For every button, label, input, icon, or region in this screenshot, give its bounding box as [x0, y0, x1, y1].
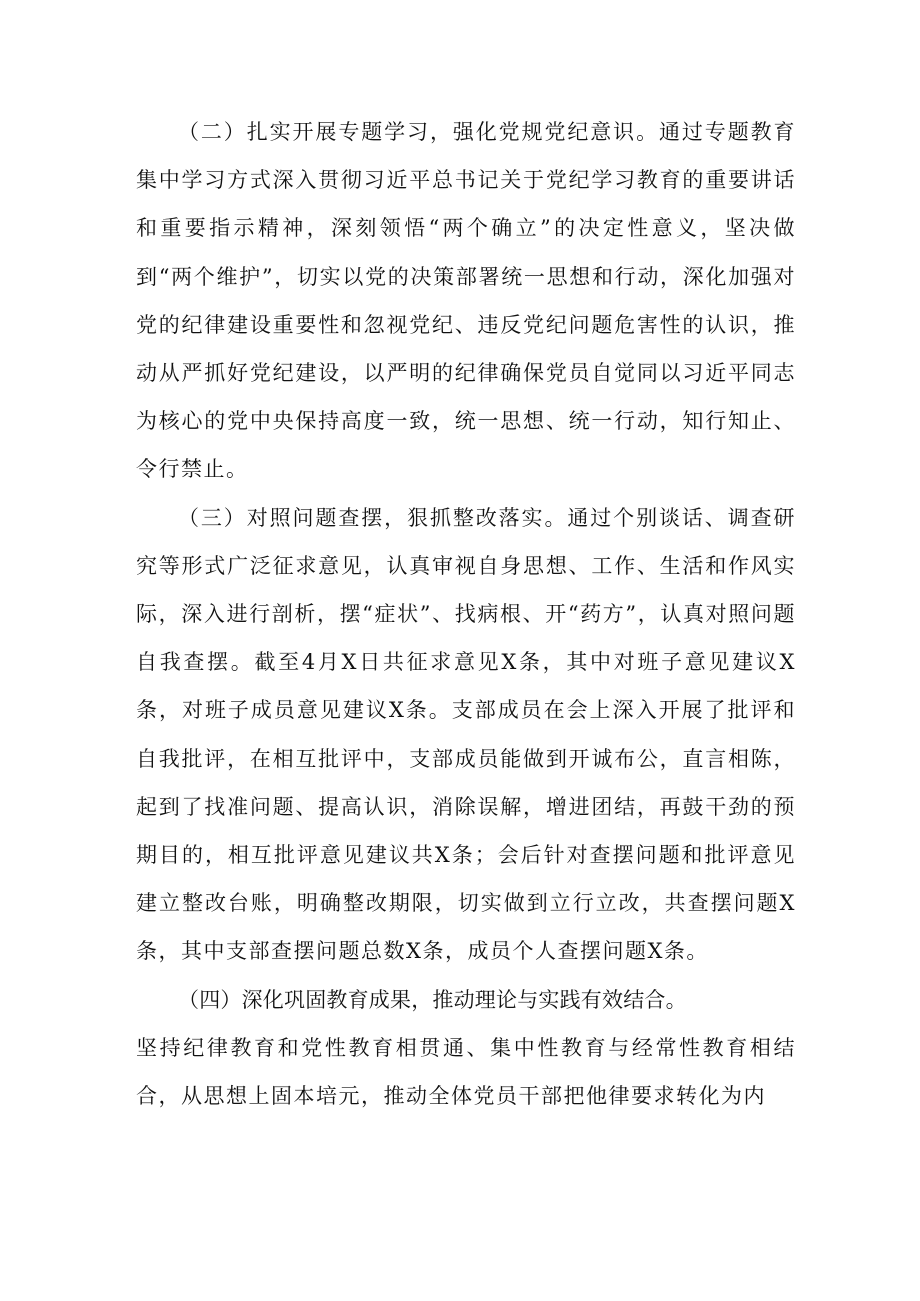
paragraph-section-3: （三）对照问题查摆，狠抓整改落实。通过个别谈话、调查研究等形式广泛征求意见，认真审视自身思想、工作、生活和作风实际，深入进行剖析，摆“症状”、找病根、开“药方”，认真对照问题自我查摆。截至4月X日共征求意见X条，其中对班子意见建议X条，对班子成员意见建议X条。支部成员在会上深入开展了批评和自我批评，在相互批评中，支部成员能做到开诚布公，直言相陈，起到了找准问题、提高认识，消除误解，增进团结，再鼓干劲的预期目的，相互批评意见建议共X条；会后针对查摆问题和批评意见建立整改台账，明确整改期限，切实做到立行立改，共查摆问题X条，其中支部查摆问题总数X条，成员个人查摆问题X条。 [136, 505, 796, 964]
document-body [136, 108, 796, 1120]
paragraph-section-4-body: 坚持纪律教育和党性教育相贯通、集中性教育与经常性教育相结合，从思想上固本培元，推动全体党员干部把他律要求转化为内 [136, 1035, 796, 1109]
paragraph-section-4-heading: （四）深化巩固教育成果，推动理论与实践有效结合。 [178, 987, 687, 1012]
paragraph-section-2: （二）扎实开展专题学习，强化党规党纪意识。通过专题教育集中学习方式深入贯彻习近平总书记关于党纪学习教育的重要讲话和重要指示精神，深刻领悟“两个确立”的决定性意义，坚决做到“两个维护”，切实以党的决策部署统一思想和行动，深化加强对党的纪律建设重要性和忽视党纪、违反党纪问题危害性的认识，推动从严抓好党纪建设，以严明的纪律确保党员自觉同以习近平同志为核心的党中央保持高度一致，统一思想、统一行动，知行知止、令行禁止。 [136, 120, 796, 482]
